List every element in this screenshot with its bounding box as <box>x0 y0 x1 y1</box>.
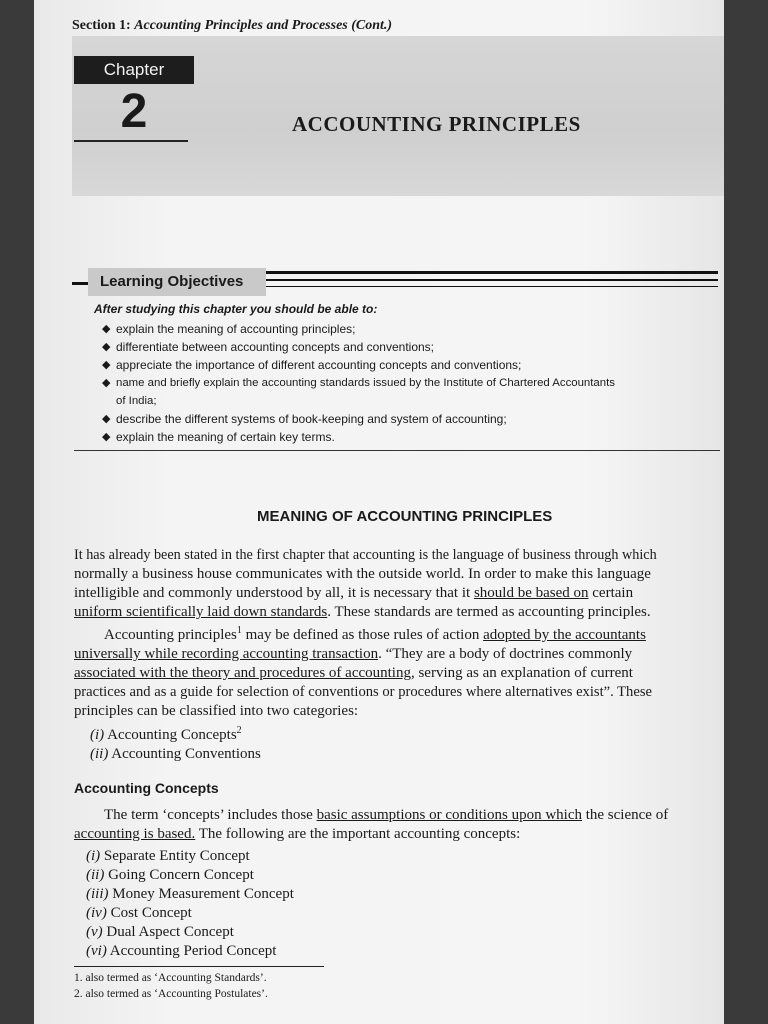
text-run: . “They are a body of doctrines commonly <box>378 646 633 662</box>
objective-text: appreciate the importance of different accounting concepts and conventions; <box>116 358 522 372</box>
text-run: intelligible and commonly understood by all, it is necessary that it <box>74 585 474 601</box>
item-text: Accounting Period Concept <box>109 943 277 959</box>
paragraph-line <box>74 603 722 622</box>
paragraph-line <box>74 806 722 825</box>
concept-item <box>86 923 294 942</box>
text-run: The term ‘concepts’ includes those <box>104 807 317 823</box>
paragraph-line <box>74 664 722 683</box>
objectives-rule-middle <box>266 279 718 281</box>
item-text: Cost Concept <box>110 905 192 921</box>
concept-item <box>86 847 294 866</box>
paragraph-line: principles can be classified into two categories: <box>74 703 359 719</box>
section-header-lead: Section 1: <box>72 18 131 33</box>
item-number: (ii) <box>86 867 105 883</box>
objective-item <box>102 320 722 338</box>
paragraph-line: normally a business house communicates with the outside world. In order to make this language <box>74 566 651 582</box>
footnote: 2. also termed as ‘Accounting Postulates’. <box>74 988 268 1000</box>
objective-text: explain the meaning of accounting principles; <box>116 322 356 336</box>
underlined-text: universally while recording accounting transaction <box>74 646 379 662</box>
item-text: Accounting Concepts <box>107 727 237 743</box>
objective-text-continuation: of India; <box>116 395 157 407</box>
bullet-diamond-icon: ◆ <box>102 431 111 443</box>
paragraph-line <box>74 626 722 645</box>
underlined-text: uniform scientifically laid down standards <box>74 604 328 620</box>
text-run: may be defined as those rules of action <box>241 627 484 643</box>
bullet-diamond-icon: ◆ <box>102 323 111 335</box>
concepts-list <box>86 847 294 961</box>
objectives-list <box>102 320 722 446</box>
paragraph-intro <box>74 546 722 622</box>
bullet-diamond-icon: ◆ <box>102 359 111 371</box>
item-number: (i) <box>86 848 101 864</box>
chapter-number: 2 <box>120 85 148 138</box>
footnote-rule <box>74 966 324 967</box>
text-run: . These standards are termed as accounting principles. <box>327 604 651 620</box>
text-run: certain <box>588 585 634 601</box>
objectives-rule-bottom <box>266 286 718 287</box>
objective-text: describe the different systems of book-keeping and system of accounting; <box>116 412 507 426</box>
chapter-number-rule <box>74 140 188 142</box>
paragraph-line <box>74 645 722 664</box>
concept-item <box>86 904 294 923</box>
text-run: Accounting principles <box>104 627 237 643</box>
objectives-rule-top <box>266 271 718 274</box>
item-text: Accounting Conventions <box>111 746 261 762</box>
concept-item <box>86 866 294 885</box>
concept-item <box>86 885 294 904</box>
footnote: 1. also termed as ‘Accounting Standards’. <box>74 972 267 984</box>
text-run: The following are the important accounting concepts: <box>195 826 521 842</box>
objective-text: explain the meaning of certain key terms. <box>116 430 335 444</box>
item-text: Money Measurement Concept <box>112 886 294 902</box>
underlined-text: accounting is based. <box>74 826 196 842</box>
item-text: Going Concern Concept <box>108 867 254 883</box>
objective-text: differentiate between accounting concepts and conventions; <box>116 340 434 354</box>
item-number: (iii) <box>86 886 109 902</box>
underlined-text: basic assumptions or conditions upon which <box>316 807 582 823</box>
objectives-bottom-rule <box>74 450 720 451</box>
section-header-title: Accounting Principles and Processes (Cont.) <box>134 18 393 33</box>
footnote-marker: 2 <box>236 725 242 736</box>
objective-item <box>102 428 722 446</box>
item-number: (vi) <box>86 943 107 959</box>
concept-item <box>86 942 294 961</box>
bullet-diamond-icon: ◆ <box>102 413 111 425</box>
objectives-left-bar <box>72 282 88 285</box>
item-number: (v) <box>86 924 103 940</box>
accounting-concepts-heading: Accounting Concepts <box>74 780 219 796</box>
paragraph-line <box>74 584 722 603</box>
paragraph-line: practices and as a guide for selection of conventions or procedures where alternatives exist”. These <box>74 684 652 700</box>
category-item <box>90 726 261 745</box>
text-run: , serving as an explanation of current <box>410 665 633 681</box>
underlined-text: associated with the theory and procedures of accounting <box>74 665 411 681</box>
objective-item <box>102 338 722 356</box>
item-number: (i) <box>90 727 105 743</box>
book-page <box>34 0 724 1024</box>
meaning-heading: MEANING OF ACCOUNTING PRINCIPLES <box>257 508 553 525</box>
paragraph-line: It has already been stated in the first chapter that accounting is the language of business through which <box>74 547 657 563</box>
footnote-marker: 1 <box>236 626 242 636</box>
item-text: Dual Aspect Concept <box>106 924 234 940</box>
objective-item <box>102 356 722 374</box>
category-item <box>90 745 261 764</box>
text-run: the science of <box>581 807 669 823</box>
objectives-intro: After studying this chapter you should be able to: <box>94 302 378 316</box>
paragraph-concepts <box>74 806 722 844</box>
objective-item <box>102 410 722 428</box>
item-number: (ii) <box>90 746 109 762</box>
objective-text: name and briefly explain the accounting standards issued by the Institute of Chartered Accountants <box>116 377 615 389</box>
categories-list <box>90 726 261 764</box>
paragraph-definition <box>74 626 722 721</box>
item-number: (iv) <box>86 905 107 921</box>
item-text: Separate Entity Concept <box>103 848 250 864</box>
footnotes <box>74 970 268 1002</box>
paragraph-line <box>74 825 722 844</box>
chapter-label: Chapter <box>74 56 194 84</box>
underlined-text: should be based on <box>473 585 589 601</box>
bullet-diamond-icon: ◆ <box>102 341 111 353</box>
objective-item <box>102 374 722 410</box>
bullet-diamond-icon: ◆ <box>102 377 111 389</box>
underlined-text: adopted by the accountants <box>483 627 646 643</box>
chapter-title: ACCOUNTING PRINCIPLES <box>292 112 581 136</box>
learning-objectives-heading: Learning Objectives <box>88 268 266 296</box>
